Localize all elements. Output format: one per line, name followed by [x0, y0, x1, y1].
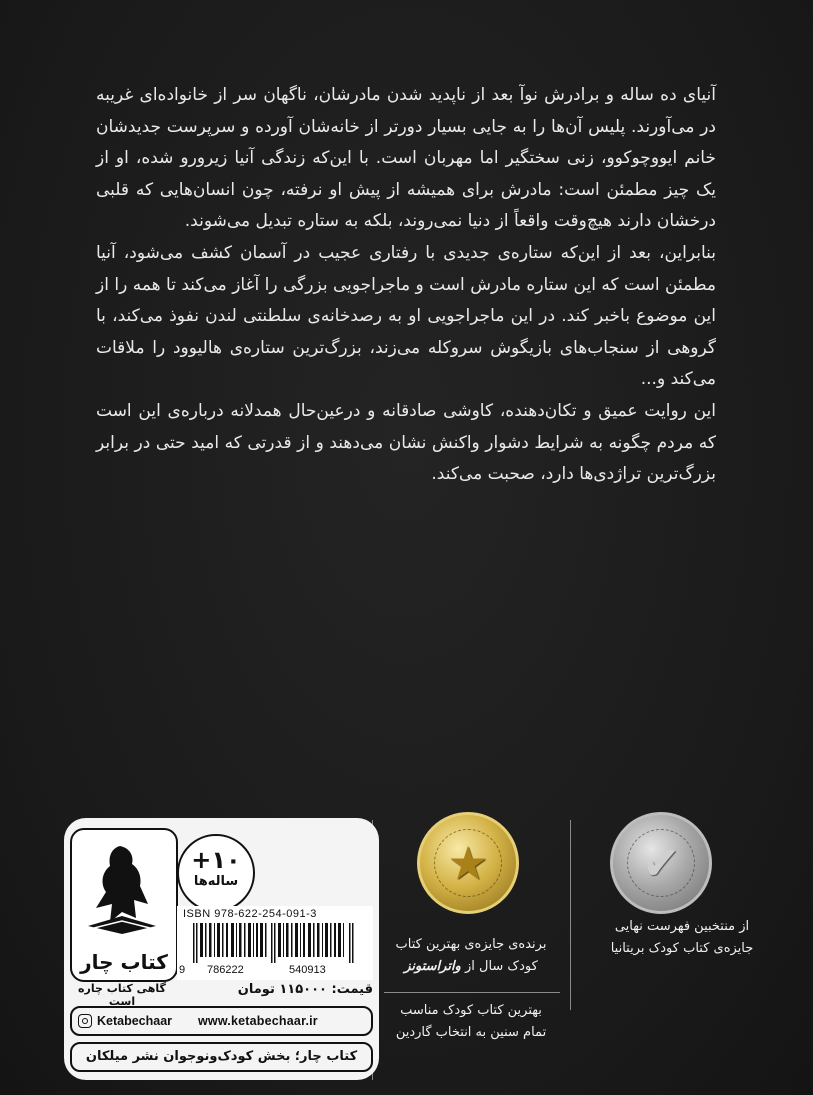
- waterstones-brand: واتراستونز: [404, 959, 461, 974]
- blurb-paragraph-3: این روایت عمیق و تکان‌دهنده، کاوشی صادقانه و درعین‌حال همدلانه درباره‌ی این است که مردم چگونه به شرایط دشوار واکنش نشان می‌دهند و از قدرتی که امید حتی در برابر بزرگ‌ترین تراژدی‌ها دارد، صحبت می‌کند.: [96, 400, 716, 485]
- price-label: قیمت: ۱۱۵۰۰۰ تومان: [237, 982, 373, 997]
- barcode-digit-first: 9: [179, 964, 186, 976]
- contact-bar: [70, 1006, 373, 1036]
- instagram-handle: Ketabechaar: [97, 1014, 173, 1028]
- waterstones-prefix: کودک سال از: [460, 959, 538, 974]
- guardian-award-line-2: تمام سنین به انتخاب گاردین: [395, 1025, 547, 1040]
- waterstones-award-line-2: [376, 956, 566, 978]
- reader-figure-icon: [82, 842, 162, 938]
- waterstones-award-line-1: برنده‌ی جایزه‌ی بهترین کتاب: [395, 937, 547, 952]
- waterstones-award-medal: [417, 812, 519, 914]
- award-separator: [384, 992, 560, 993]
- barcode-digits-left: 786222: [207, 964, 244, 976]
- website-url: www.ketabechaar.ir: [198, 1014, 318, 1028]
- isbn-number: ISBN 978-622-254-091-3: [183, 908, 317, 920]
- british-award-text: [582, 916, 782, 960]
- blurb-paragraph-1: آنیای ده ساله و برادرش نوآ بعد از ناپدید شدن مادرشان، ناگهان سر از خانواده‌ای غریبه در می‌آورند. پلیس آن‌ها را به جایی بسیار دورتر از خانه‌شان آورده و سرپرست جدیدشان خانم ایووچوکوو، زنی سختگیر اما مهربان است. با این‌که زندگی آنیا زیرورو شده، او از یک چیز مطمئن است: مادرش برای همیشه از پیش او نرفته، چون انسان‌هایی که قلبی درخشان دارند هیچ‌وقت واقعاً از دنیا نمی‌روند، بلکه به ستاره تبدیل می‌شوند.: [96, 85, 716, 232]
- british-award-medal: [610, 812, 712, 914]
- british-award-line-2: جایزه‌ی کتاب کودک بریتانیا: [610, 941, 754, 956]
- guardian-award-text: [376, 1000, 566, 1044]
- barcode-digits-right: 540913: [289, 964, 326, 976]
- waterstones-award-text: [376, 934, 566, 978]
- book-blurb: [96, 80, 716, 491]
- guardian-award-line-1: بهترین کتاب کودک مناسب: [400, 1003, 542, 1018]
- age-badge: [177, 834, 255, 912]
- publisher-sticker: [64, 818, 379, 1080]
- publisher-tagline: گاهی کتاب چاره است: [78, 982, 166, 1008]
- checkmark-medal-icon: ✔: [641, 836, 681, 890]
- instagram-icon: [78, 1014, 92, 1028]
- blurb-paragraph-2: بنابراین، بعد از این‌که ستاره‌ی جدیدی با رفتاری عجیب در آسمان کشف می‌شود، آنیا مطمئن است که این ستاره مادرش است و ماجراجویی بزرگی را آغاز می‌کند تا همه را از این موضوع باخبر کند. در این ماجراجویی او به رصدخانه‌ی سلطنتی لندن نفوذ می‌کند، با گروهی از سنجاب‌های بازیگوش سروکله می‌زند، بزرگ‌ترین ستاره‌ی هالیوود را ملاقات می‌کند و...: [96, 242, 716, 390]
- publisher-imprint: کتاب چار؛ بخش کودک‌ونوجوان نشر میلکان: [70, 1042, 373, 1072]
- age-label: ساله‌ها: [193, 874, 239, 889]
- publisher-logo-name: کتاب چار: [80, 950, 168, 974]
- british-award-line-1: از منتخبین فهرست نهایی: [614, 919, 750, 934]
- publisher-logo: [70, 828, 178, 982]
- barcode: [177, 906, 373, 980]
- barcode-icon: [183, 923, 369, 963]
- divider-right: [570, 820, 571, 1010]
- star-medal-icon: ★: [447, 836, 489, 890]
- age-number: +۱۰: [191, 846, 241, 874]
